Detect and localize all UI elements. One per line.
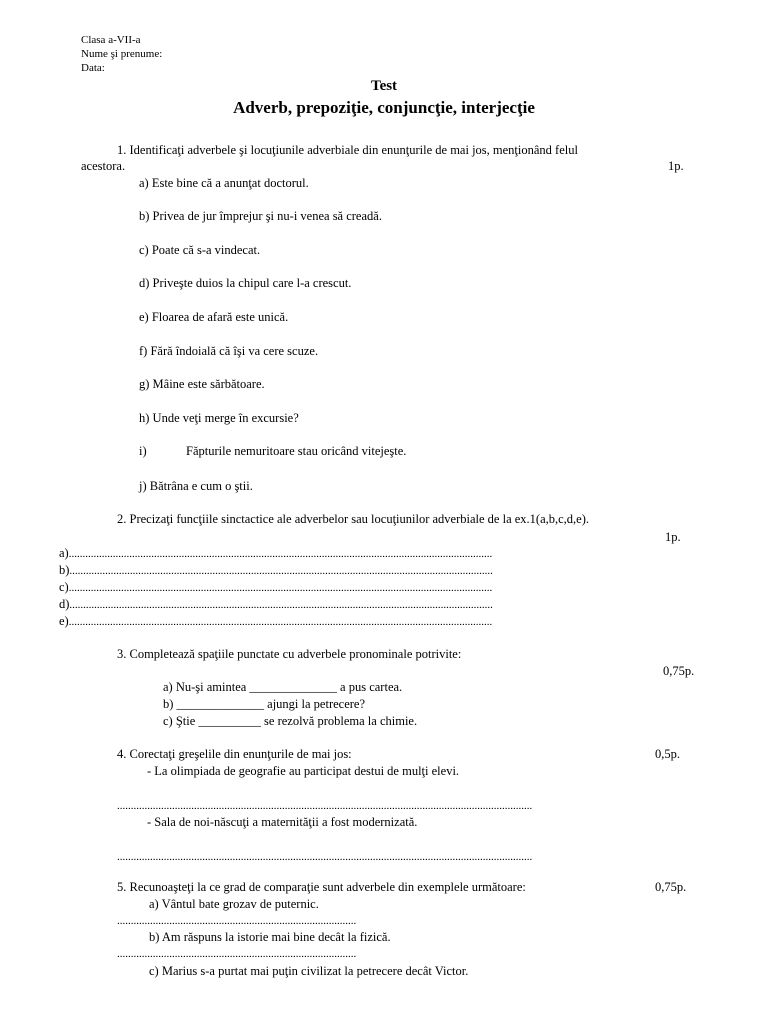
date-line: Data: <box>81 62 105 74</box>
ex1-item-e: e) Floarea de afară este unică. <box>139 310 289 324</box>
dotted-line: .......................................................................................................................................................... <box>68 548 493 560</box>
ex2-answer-line-e <box>59 614 649 630</box>
ex1-item-j: j) Bătrâna e cum o ştii. <box>139 479 253 493</box>
ex5-answer-line-a: ....................................................................................... <box>117 915 357 927</box>
ex3-item-a: a) Nu-şi amintea ______________ a pus cartea. <box>163 680 403 694</box>
dotted-line: .......................................................................................................................................................... <box>68 616 493 628</box>
ex4-answer-line-2: ....................................................................................................................................................... <box>117 851 533 863</box>
ex1-item-c: c) Poate că s-a vindecat. <box>139 243 261 257</box>
ex2-answer-line-a <box>59 546 649 562</box>
ex4-points: 0,5p. <box>655 747 680 761</box>
page-subtitle: Adverb, prepoziţie, conjuncţie, interjecţie <box>233 98 535 117</box>
ex1-item-i: Fǎpturile nemuritoare stau oricând vitejeşte. <box>186 444 407 458</box>
ex1-item-h: h) Unde veţi merge în excursie? <box>139 411 299 425</box>
ex4-prompt: 4. Corectaţi greşelile din enunţurile de mai jos: <box>117 747 352 761</box>
ex5-answer-line-b: ....................................................................................... <box>117 948 357 960</box>
ex2-answer-line-d <box>59 597 649 613</box>
ex1-prompt-line1: 1. Identificaţi adverbele şi locuţiunile adverbiale din enunţurile de mai jos, menţionând felul <box>117 143 578 157</box>
class-line: Clasa a-VII-a <box>81 34 141 46</box>
ex5-item-b: b) Am răspuns la istorie mai bine decât la fizică. <box>149 930 391 944</box>
ex4-item-1: - La olimpiada de geografie au participat destui de mulţi elevi. <box>147 764 460 778</box>
ex3-item-b: b) ______________ ajungi la petrecere? <box>163 697 366 711</box>
dotted-line: .......................................................................................................................................................... <box>69 565 493 577</box>
dotted-line: .......................................................................................................................................................... <box>68 582 493 594</box>
ex1-item-b: b) Privea de jur împrejur şi nu-i venea să creadă. <box>139 209 382 223</box>
dotted-line: .......................................................................................................................................................... <box>69 599 493 611</box>
ex1-item-a: a) Este bine că a anunţat doctorul. <box>139 176 309 190</box>
answer-label: e) <box>59 614 69 628</box>
ex2-prompt: 2. Precizaţi funcţiile sinctactice ale adverbelor sau locuţiunilor adverbiale de la ex.1(a,b,c,d,e). <box>117 512 590 526</box>
answer-label: b) <box>59 563 70 577</box>
ex2-points: 1p. <box>665 530 681 544</box>
ex2-answer-line-c <box>59 580 649 596</box>
answer-label: a) <box>59 546 69 560</box>
ex5-points: 0,75p. <box>655 880 687 894</box>
answer-label: c) <box>59 580 69 594</box>
ex1-item-f: f) Fără îndoială că îşi va cere scuze. <box>139 344 319 358</box>
ex1-item-d: d) Priveşte duios la chipul care l-a crescut. <box>139 276 352 290</box>
ex5-item-c: c) Marius s-a purtat mai puţin civilizat la petrecere decât Victor. <box>149 964 469 978</box>
ex1-points: 1p. <box>668 159 684 173</box>
ex5-prompt: 5. Recunoaşteţi la ce grad de comparaţie sunt adverbele din exemplele următoare: <box>117 880 526 894</box>
name-line: Nume şi prenume: <box>81 48 163 60</box>
ex3-prompt: 3. Completează spaţiile punctate cu adverbele pronominale potrivite: <box>117 647 462 661</box>
ex1-prompt-line2: acestora. <box>81 159 126 173</box>
ex3-points: 0,75p. <box>663 664 695 678</box>
ex4-answer-line-1: ....................................................................................................................................................... <box>117 800 533 812</box>
ex2-answer-line-b <box>59 563 649 579</box>
ex4-item-2: - Sala de noi-născuţi a maternităţii a fost modernizată. <box>147 815 418 829</box>
ex1-item-i-label: i) <box>139 444 147 458</box>
ex5-item-a: a) Vântul bate grozav de puternic. <box>149 897 319 911</box>
ex3-item-c: c) Ştie __________ se rezolvă problema la chimie. <box>163 714 418 728</box>
page-title: Test <box>370 78 398 94</box>
answer-label: d) <box>59 597 70 611</box>
ex1-item-g: g) Mâine este sărbătoare. <box>139 377 265 391</box>
